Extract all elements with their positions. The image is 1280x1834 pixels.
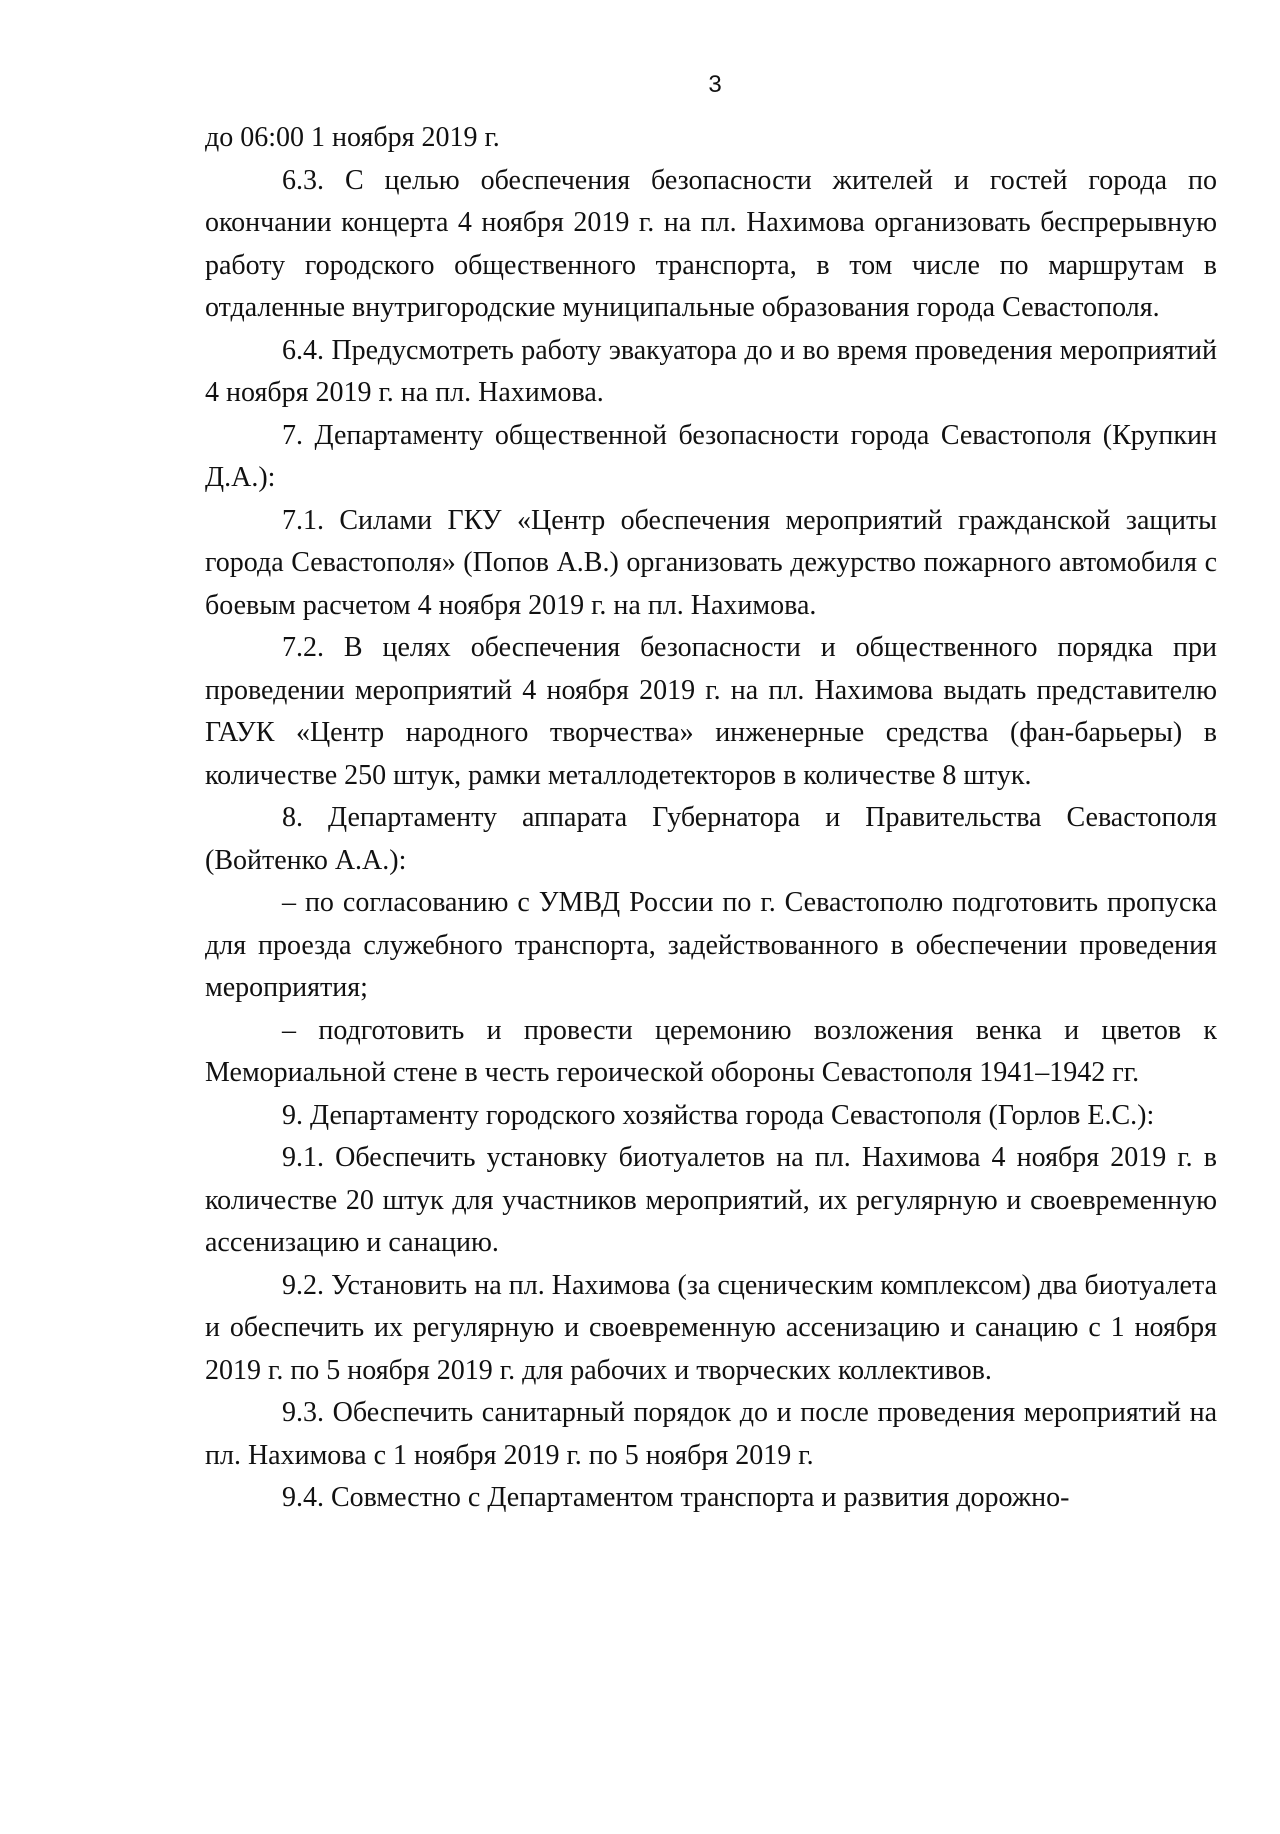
page-number: 3 xyxy=(708,71,722,98)
paragraph-continuation: до 06:00 1 ноября 2019 г. xyxy=(205,122,500,153)
paragraph-8-item-1: – по согласованию с УМВД России по г. Севастополю подготовить пропуска для проезда служебного транспорта, задействованного в обеспечении проведения мероприятия; xyxy=(205,887,1217,1003)
document-body xyxy=(205,117,1217,1520)
paragraph-6-4: 6.4. Предусмотреть работу эвакуатора до и во время проведения мероприятий 4 ноября 2019 г. на пл. Нахимова. xyxy=(205,334,1217,408)
paragraph-9-3: 9.3. Обеспечить санитарный порядок до и после проведения мероприятий на пл. Нахимова с 1 ноября 2019 г. по 5 ноября 2019 г. xyxy=(205,1397,1217,1471)
paragraph-9: 9. Департаменту городского хозяйства города Севастополя (Горлов Е.С.): xyxy=(282,1099,1155,1131)
paragraph-7-1: 7.1. Силами ГКУ «Центр обеспечения мероприятий гражданской защиты города Севастополя» (Попов А.В.) организовать дежурство пожарного автомобиля с боевым расчетом 4 ноября 2019 г. на пл. Нахимова. xyxy=(205,504,1217,621)
paragraph-7-2: 7.2. В целях обеспечения безопасности и общественного порядка при проведении мероприятий 4 ноября 2019 г. на пл. Нахимова выдать представителю ГАУК «Центр народного творчества» инженерные средства (фан-барьеры) в количестве 250 штук, рамки металлодетекторов в количестве 8 штук. xyxy=(205,632,1217,791)
paragraph-8: 8. Департаменту аппарата Губернатора и Правительства Севастополя (Войтенко А.А.): xyxy=(205,802,1217,876)
paragraph-8-item-2: – подготовить и провести церемонию возложения венка и цветов к Мемориальной стене в честь героической обороны Севастополя 1941–1942 гг. xyxy=(205,1014,1217,1088)
paragraph-9-2: 9.2. Установить на пл. Нахимова (за сценическим комплексом) два биотуалета и обеспечить их регулярную и своевременную ассенизацию и санацию с 1 ноября 2019 г. по 5 ноября 2019 г. для рабочих и творческих коллективов. xyxy=(205,1269,1217,1386)
paragraph-9-4: 9.4. Совместно с Департаментом транспорта и развития дорожно- xyxy=(282,1482,1070,1513)
paragraph-9-1: 9.1. Обеспечить установку биотуалетов на пл. Нахимова 4 ноября 2019 г. в количестве 20 штук для участников мероприятий, их регулярную и своевременную ассенизацию и санацию. xyxy=(205,1142,1217,1258)
paragraph-6-3: 6.3. С целью обеспечения безопасности жителей и гостей города по окончании концерта 4 ноября 2019 г. на пл. Нахимова организовать беспрерывную работу городского общественного транспорта, в том числе по маршрутам в отдаленные внутригородские муниципальные образования города Севастополя. xyxy=(205,164,1217,323)
paragraph-7: 7. Департаменту общественной безопасности города Севастополя (Крупкин Д.А.): xyxy=(205,419,1217,493)
